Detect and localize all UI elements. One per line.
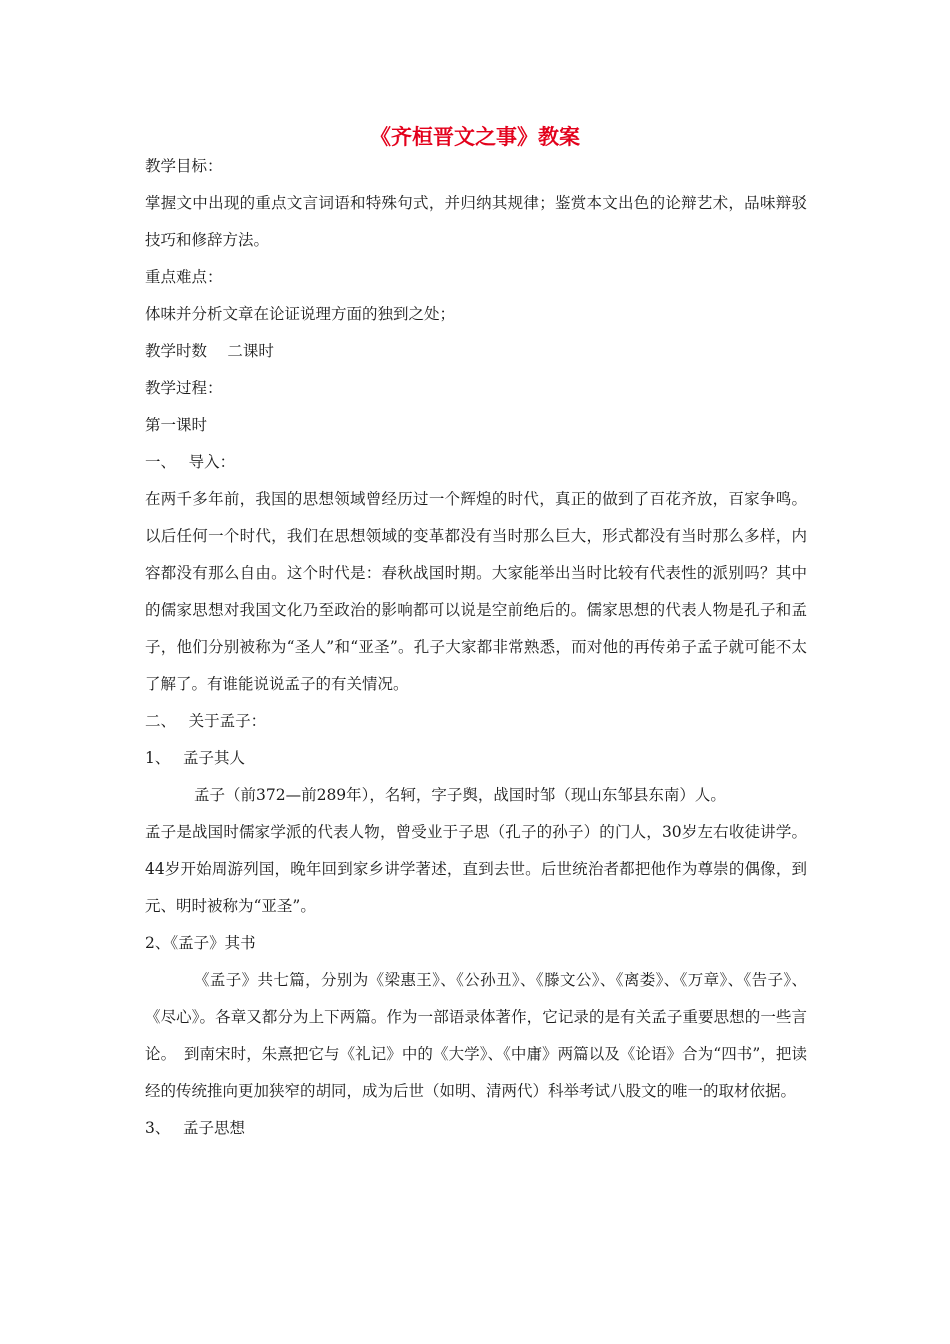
mencius-intro: 孟子（前372—前289年），名轲，字子舆，战国时邹（现山东邹县东南）人。 <box>194 786 726 804</box>
key-text: 体味并分析文章在论证说理方面的独到之处； <box>145 305 456 323</box>
document-body <box>145 148 807 1147</box>
section-one-heading: 一、 导入： <box>145 453 236 471</box>
goal-text: 掌握文中出现的重点文言词语和特殊句式，并归纳其规律；鉴赏本文出色的论辩艺术，品味辩驳技巧和修辞方法。 <box>145 194 807 249</box>
subsection-three-heading: 3、 孟子思想 <box>145 1119 246 1137</box>
process-heading: 教学过程： <box>145 379 223 397</box>
lesson-one-heading: 第一课时 <box>145 416 208 434</box>
mencius-bio: 孟子是战国时儒家学派的代表人物，曾受业于子思（孔子的孙子）的门人，30岁左右收徒讲学。44岁开始周游列国，晚年回到家乡讲学著述，直到去世。后世统治者都把他作为尊崇的偶像，到元、明时被称为“亚圣”。 <box>145 823 807 915</box>
subsection-one-heading: 1、 孟子其人 <box>145 749 246 767</box>
document-title: 《齐桓晋文之事》教案 <box>370 125 580 149</box>
key-heading: 重点难点： <box>145 268 223 286</box>
section-two-heading: 二、 关于孟子： <box>145 712 267 730</box>
intro-paragraph: 在两千多年前，我国的思想领域曾经历过一个辉煌的时代，真正的做到了百花齐放，百家争鸣。以后任何一个时代，我们在思想领域的变革都没有当时那么巨大，形式都没有当时那么多样，内容都没有那么自由。这个时代是：春秋战国时期。大家能举出当时比较有代表性的派别吗？其中的儒家思想对我国文化乃至政治的影响都可以说是空前绝后的。儒家思想的代表人物是孔子和孟子，他们分别被称为“圣人”和“亚圣”。孔子大家都非常熟悉，而对他的再传弟子孟子就可能不太了解了。有谁能说说孟子的有关情况。 <box>145 490 807 693</box>
subsection-two-heading: 2、《孟子》其书 <box>145 934 256 952</box>
teaching-hours: 教学时数 二课时 <box>145 342 274 360</box>
goal-heading: 教学目标： <box>145 157 223 175</box>
book-paragraph: 《孟子》共七篇，分别为《梁惠王》、《公孙丑》、《滕文公》、《离娄》、《万章》、《告子》、《尽心》。各章又都分为上下两篇。作为一部语录体著作，它记录的是有关孟子重要思想的一些言论。 到南宋时，朱熹把它与《礼记》中的《大学》、《中庸》两篇以及《论语》合为“四书”，把读经的传统推向更加狭窄的胡同，成为后世（如明、清两代）科举考试八股文的唯一的取材依据。 <box>145 971 807 1100</box>
